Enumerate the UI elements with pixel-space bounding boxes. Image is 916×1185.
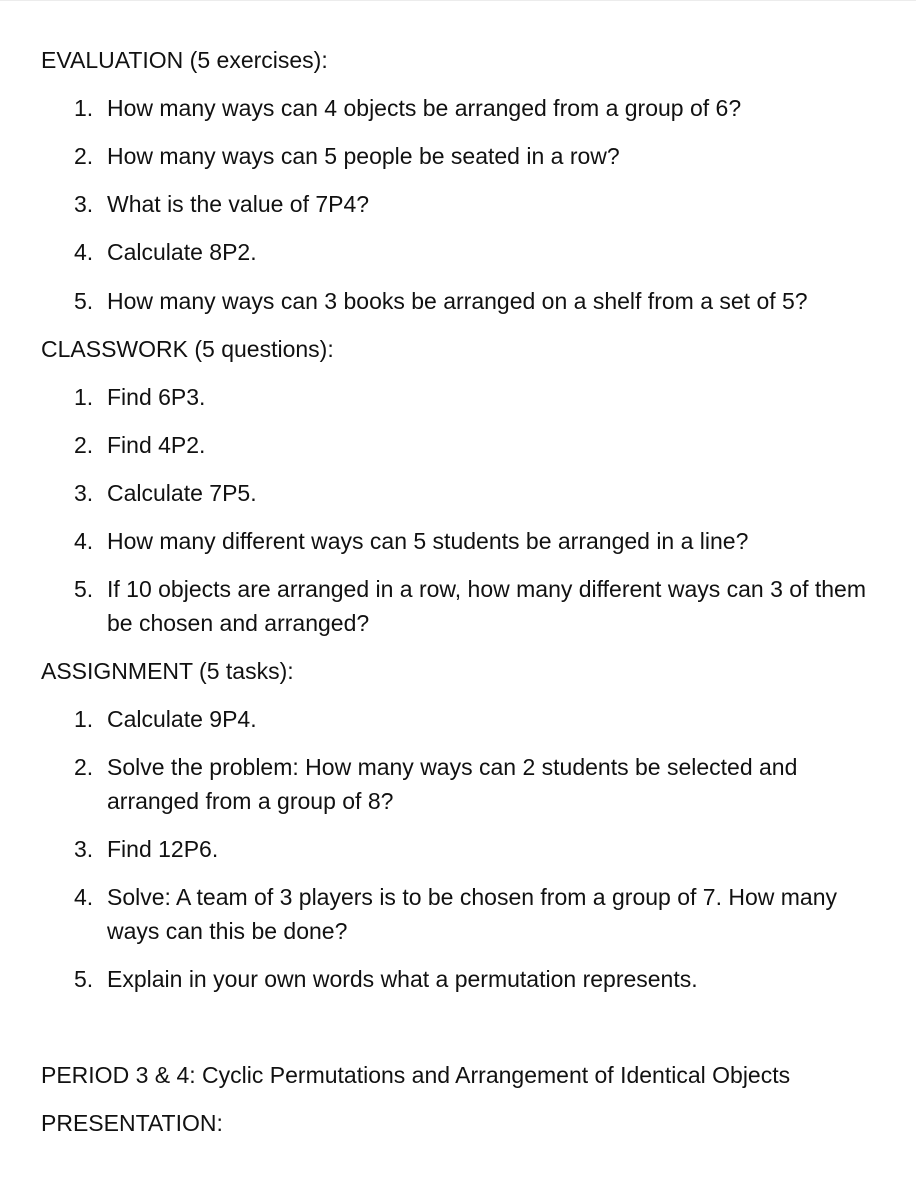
item-number: 2. (74, 143, 94, 169)
period-heading: PERIOD 3 & 4: Cyclic Permutations and Arrangement of Identical Objects (41, 1062, 791, 1088)
item-text: Find 4P2. (107, 432, 206, 458)
item-text: Calculate 7P5. (107, 480, 257, 506)
item-number: 5. (74, 966, 94, 992)
item-number: 5. (74, 576, 94, 602)
assignment-heading: ASSIGNMENT (5 tasks): (41, 658, 294, 684)
item-text: How many ways can 3 books be arranged on a shelf from a set of 5? (107, 288, 808, 314)
item-text: Find 6P3. (107, 384, 206, 410)
item-number: 1. (74, 706, 94, 732)
item-number: 2. (74, 432, 94, 458)
classwork-item (74, 476, 884, 510)
item-text: Calculate 9P4. (107, 706, 257, 732)
evaluation-item (74, 284, 884, 318)
presentation-heading: PRESENTATION: (41, 1110, 223, 1136)
item-number: 3. (74, 836, 94, 862)
top-divider (0, 0, 916, 1)
item-number: 4. (74, 239, 94, 265)
evaluation-item (74, 235, 884, 269)
classwork-heading: CLASSWORK (5 questions): (41, 336, 334, 362)
evaluation-item (74, 187, 884, 221)
item-text: If 10 objects are arranged in a row, how many different ways can 3 of them be chosen and arranged? (107, 576, 866, 636)
evaluation-item (74, 139, 884, 173)
item-number: 1. (74, 95, 94, 121)
assignment-item (74, 962, 884, 996)
classwork-item (74, 428, 884, 462)
assignment-item (74, 750, 884, 818)
classwork-item (74, 380, 884, 414)
item-number: 1. (74, 384, 94, 410)
item-text: What is the value of 7P4? (107, 191, 370, 217)
item-number: 4. (74, 528, 94, 554)
evaluation-item (74, 91, 884, 125)
item-text: Solve the problem: How many ways can 2 students be selected and arranged from a group of 8? (107, 754, 798, 814)
classwork-item (74, 572, 884, 640)
item-number: 5. (74, 288, 94, 314)
item-number: 2. (74, 754, 94, 780)
item-text: How many ways can 5 people be seated in a row? (107, 143, 620, 169)
item-text: Find 12P6. (107, 836, 219, 862)
item-text: Explain in your own words what a permutation represents. (107, 966, 698, 992)
item-number: 3. (74, 480, 94, 506)
item-number: 3. (74, 191, 94, 217)
item-text: Solve: A team of 3 players is to be chosen from a group of 7. How many ways can this be done? (107, 884, 837, 944)
item-number: 4. (74, 884, 94, 910)
item-text: How many different ways can 5 students be arranged in a line? (107, 528, 749, 554)
classwork-item (74, 524, 884, 558)
item-text: How many ways can 4 objects be arranged from a group of 6? (107, 95, 742, 121)
evaluation-heading: EVALUATION (5 exercises): (41, 47, 328, 73)
item-text: Calculate 8P2. (107, 239, 257, 265)
assignment-item (74, 880, 884, 948)
assignment-item (74, 702, 884, 736)
assignment-item (74, 832, 884, 866)
